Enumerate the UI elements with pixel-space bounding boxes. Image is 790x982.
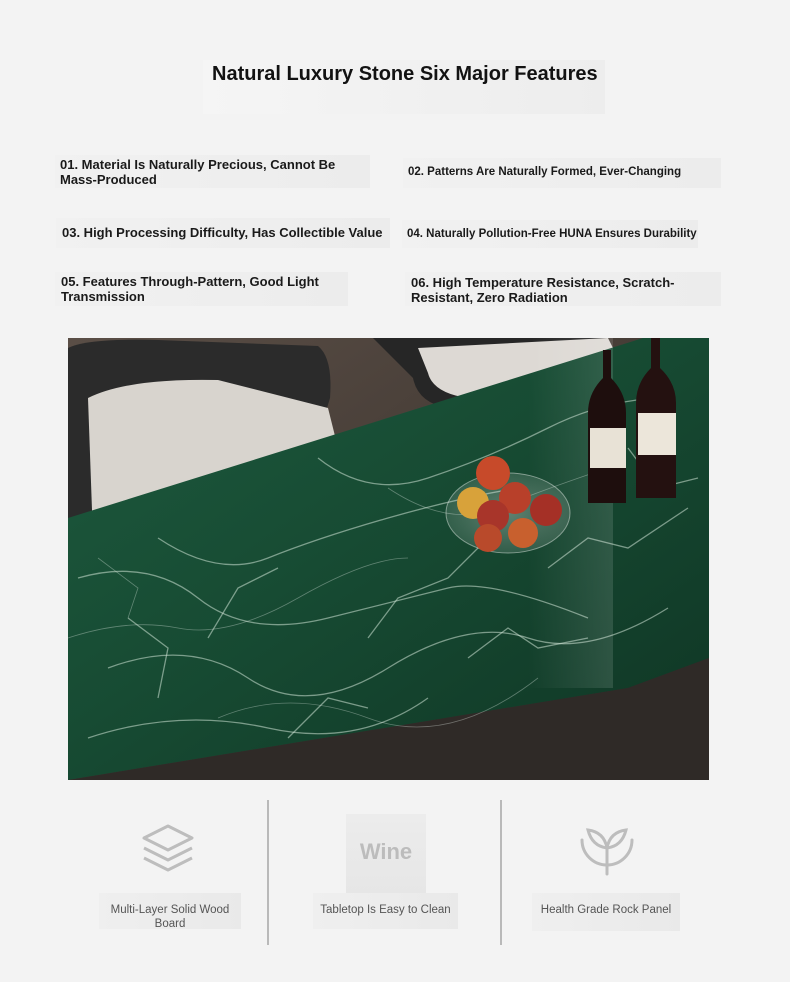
- feature-01: 01. Material Is Naturally Precious, Cannot Be Mass-Produced: [55, 155, 370, 188]
- feature-06: 06. High Temperature Resistance, Scratch-Resistant, Zero Radiation: [405, 272, 721, 306]
- sprout-icon: [578, 822, 636, 880]
- wine-text-icon: Wine: [346, 814, 426, 896]
- divider: [500, 800, 502, 945]
- feature-03: 03. High Processing Difficulty, Has Collectible Value: [56, 218, 390, 248]
- divider: [267, 800, 269, 945]
- feature-04: 04. Naturally Pollution-Free HUNA Ensures Durability: [402, 220, 698, 248]
- benefit-label-3: Health Grade Rock Panel: [532, 893, 680, 931]
- product-photo: [68, 338, 709, 780]
- layers-icon: [140, 823, 196, 878]
- benefit-label-1: Multi-Layer Solid Wood Board: [99, 893, 241, 929]
- marble-table-illustration: [68, 338, 709, 780]
- benefit-label-2: Tabletop Is Easy to Clean: [313, 893, 458, 929]
- benefits-row: [0, 795, 790, 955]
- page-title: Natural Luxury Stone Six Major Features: [203, 60, 605, 114]
- feature-02: 02. Patterns Are Naturally Formed, Ever-Changing: [403, 158, 721, 188]
- feature-05: 05. Features Through-Pattern, Good Light Transmission: [55, 272, 348, 306]
